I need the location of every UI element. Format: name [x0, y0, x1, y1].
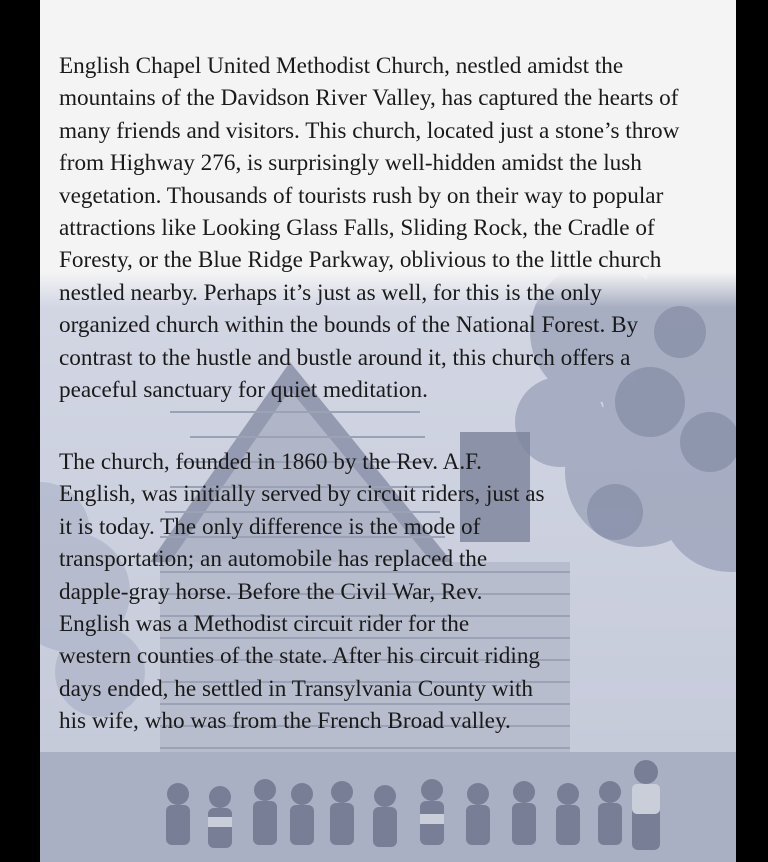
right-frame-border — [736, 0, 768, 862]
text-line: contrast to the hustle and bustle around it, this church offers a — [59, 344, 631, 371]
left-frame-border — [0, 0, 40, 862]
text-line: English was a Methodist circuit rider for the — [59, 611, 470, 638]
paragraph-history-intro — [59, 50, 719, 406]
document-page — [40, 0, 736, 862]
text-line: vegetation. Thousands of tourists rush by on their way to popular — [59, 182, 664, 209]
text-line: days ended, he settled in Transylvania County with — [59, 675, 534, 702]
text-line: peaceful sanctuary for quiet meditation. — [59, 377, 428, 404]
text-line: many friends and visitors. This church, located just a stone’s throw — [59, 117, 680, 144]
text-line: The church, founded in 1860 by the Rev. A.F. — [59, 449, 482, 475]
text-line: organized church within the bounds of the National Forest. By — [59, 312, 639, 339]
text-line: western counties of the state. After his circuit riding — [59, 643, 541, 670]
text-line: mountains of the Davidson River Valley, has captured the hearts of — [59, 85, 679, 112]
text-line: English, was initially served by circuit riders, just as — [59, 481, 545, 508]
text-line: transportation; an automobile has replaced the — [59, 546, 488, 573]
text-line: his wife, who was from the French Broad valley. — [59, 708, 511, 735]
text-line: Foresty, or the Blue Ridge Parkway, oblivious to the little church — [59, 247, 662, 274]
text-line: it is today. The only difference is the mode of — [59, 513, 481, 540]
paragraph-founding — [59, 446, 619, 738]
text-line: attractions like Looking Glass Falls, Sliding Rock, the Cradle of — [59, 215, 655, 242]
text-line: dapple-gray horse. Before the Civil War, Rev. — [59, 578, 483, 605]
text-line: English Chapel United Methodist Church, nestled amidst the — [59, 53, 624, 79]
text-line: nestled nearby. Perhaps it’s just as well, for this is the only — [59, 279, 602, 306]
text-line: from Highway 276, is surprisingly well-hidden amidst the lush — [59, 150, 642, 177]
